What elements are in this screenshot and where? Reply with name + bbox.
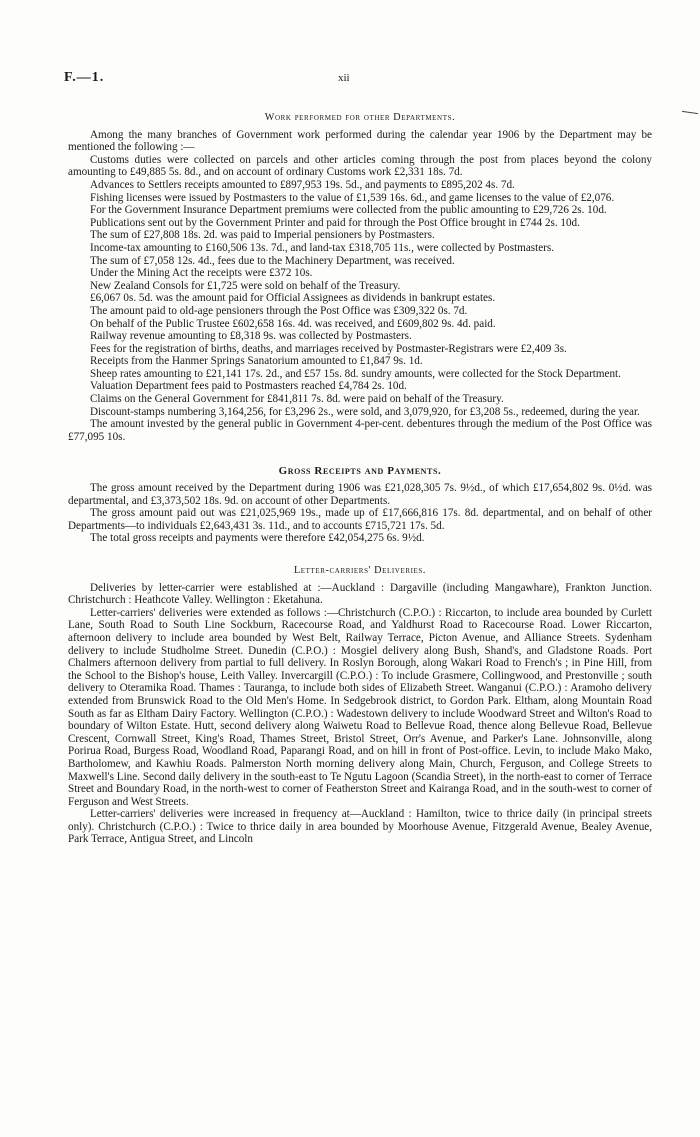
paragraph: The amount paid to old-age pensioners through the Post Office was £309,322 0s. 7d.	[90, 304, 468, 317]
report-reference: F.—1.	[64, 70, 105, 85]
paragraph: Claims on the General Government for £841,811 7s. 8d. were paid on behalf of the Treasury.	[90, 393, 504, 406]
paragraph: Valuation Department fees paid to Postmasters reached £4,784 2s. 10d.	[90, 380, 407, 393]
section-title-letter-carriers: Letter-carriers' Deliveries.	[293, 565, 427, 576]
paragraph: The gross amount paid out was £21,025,969 19s., made up of £17,666,816 17s. 8d. departmental, and on behalf of other Departments—to individuals £2,643,431 3s. 11d., and to accounts £715,721 17s. 5d.	[68, 507, 652, 532]
paragraph: The amount invested by the general public in Government 4-per-cent. debentures through the medium of the Post Office was £77,095 10s.	[68, 418, 652, 443]
paragraph: Sheep rates amounting to £21,141 17s. 2d., and £57 15s. 8d. sundry amounts, were collected for the Stock Department.	[90, 367, 621, 380]
paragraph: Among the many branches of Government work performed during the calendar year 1906 by the Department may be mentioned the following :—	[68, 128, 652, 154]
paragraph: On behalf of the Public Trustee £602,658 16s. 4d. was received, and £609,802 9s. 4d. paid.	[90, 317, 496, 330]
paragraph: New Zealand Consols for £1,725 were sold on behalf of the Treasury.	[90, 279, 401, 292]
paragraph: Publications sent out by the Government Printer and paid for through the Post Office brought in £744 2s. 10d.	[90, 216, 580, 229]
paragraph: Fishing licenses were issued by Postmasters to the value of £1,539 16s. 6d., and game licenses to the value of £2,076.	[90, 191, 615, 204]
paragraph: £6,067 0s. 5d. was the amount paid for Official Assignees as dividends in bankrupt estates.	[90, 292, 496, 305]
paragraph: Railway revenue amounting to £8,318 9s. was collected by Postmasters.	[90, 330, 412, 343]
margin-mark	[682, 111, 698, 114]
paragraph: Letter-carriers' deliveries were extended as follows :—Christchurch (C.P.O.) : Riccarton, to include area bounded by Curlett Lane, South Road to South Line Sockburn, Racecourse Road, and Yaldhurst Road to Racecourse Road. Lower Riccarton, afternoon delivery to include area bounded by West Belt, Railway Terrace, Picton Avenue, and Alliance Streets. Sydenham delivery to include Studholme Street. Dunedin (C.P.O.) : Mosgiel delivery along Bush, Shand's, and Gladstone Roads. Port Chalmers afternoon delivery from partial to full delivery. In Roslyn Borough, along Wakari Road to French's ; in Pine Hill, from the School to the Bishop's house, Leith Valley. Invercargill (C.P.O.) : To include Grasmere, Collingwood, and Prestonville ; south delivery to Oteramika Road. Thames : Tauranga, to include both sides of Elizabeth Street. Wanganui (C.P.O.) : Aramoho delivery extended from Brunswick Road to the Old Men's Home. In Sedgebrook district, to Gordon Park. Eltham, along Mountain Road South as far as Eltham Dairy Factory. Wellington (C.P.O.) : Wadestown delivery to include Woodward Street and Wilton's Road to boundary of Wilton Estate. Hutt, second delivery along Waiwetu Road to Bellevue Road, thence along Bellevue Road, Bellevue Crescent, Cornwall Street, King's Road, Thames Street, Bristol Street, Orr's Avenue, and Parker's Lane. Johnsonville, along Porirua Road, Burgess Road, Woodland Road, Paparangi Road, and on hill in front of Post-office. Levin, to include Mako Mako, Bartholomew, and Kawhiu Roads. Palmerston North morning delivery along Main, Church, Ferguson, and College Streets to Maxwell's Line. Second daily delivery in the south-east to Te Ngutu Lagoon (Scandia Street), in the north-east to corner of Terrace Street and Boundary Road, in the north-west to corner of Featherston Street and Kairanga Road, and in the south-west to corner of Ferguson and West Streets.	[68, 606, 652, 808]
paragraph: Fees for the registration of births, deaths, and marriages received by Postmaster-Registrars were £2,409 3s.	[90, 342, 567, 355]
paragraph: The gross amount received by the Department during 1906 was £21,028,305 7s. 9½d., of which £17,654,802 9s. 0½d. was departmental, and £3,373,502 18s. 9d. on account of other Departments.	[68, 482, 652, 507]
paragraph: The sum of £7,058 12s. 4d., fees due to the Machinery Department, was received.	[90, 254, 455, 267]
section-spacer	[68, 545, 652, 565]
paragraph: The total gross receipts and payments were therefore £42,054,275 6s. 9½d.	[90, 532, 425, 545]
page-number: xii	[338, 72, 350, 84]
paragraph: For the Government Insurance Department premiums were collected from the public amounting to £29,726 2s. 10d.	[90, 204, 607, 217]
document-body	[68, 112, 652, 846]
paragraph: Advances to Settlers receipts amounted to £897,953 19s. 5d., and payments to £895,202 4s. 7d.	[90, 178, 515, 191]
section-title-gross-receipts: Gross Receipts and Payments.	[278, 465, 442, 478]
section-title-other-departments: Work performed for other Departments.	[264, 112, 456, 123]
paragraph: The sum of £27,808 18s. 2d. was paid to Imperial pensioners by Postmasters.	[90, 229, 435, 242]
paragraph: Deliveries by letter-carrier were established at :—Auckland : Dargaville (including Mangawhare), Frankton Junction. Christchurch : Heathcote Valley. Wellington : Eketahuna.	[68, 581, 652, 607]
paragraph: Discount-stamps numbering 3,164,256, for £3,296 2s., were sold, and 3,079,920, for £3,208 5s., redeemed, during the year.	[90, 405, 640, 418]
section-spacer	[68, 443, 652, 465]
paragraph: Receipts from the Hanmer Springs Sanatorium amounted to £1,847 9s. 1d.	[90, 355, 423, 368]
paragraph: Letter-carriers' deliveries were increased in frequency at—Auckland : Hamilton, twice to thrice daily (in principal streets only). Christchurch (C.P.O.) : Twice to thrice daily in area bounded by Moorhouse Avenue, Fitzgerald Avenue, Bealey Avenue, Park Terrace, Antigua Street, and Lincoln	[68, 808, 652, 846]
paragraph: Under the Mining Act the receipts were £372 10s.	[90, 267, 313, 280]
paragraph: Income-tax amounting to £160,506 13s. 7d., and land-tax £318,705 11s., were collected by Postmasters.	[90, 241, 555, 254]
paragraph: Customs duties were collected on parcels and other articles coming through the post from places beyond the colony amounting to £49,885 5s. 8d., and on account of ordinary Customs work £2,331 18s. 7d.	[68, 153, 652, 179]
